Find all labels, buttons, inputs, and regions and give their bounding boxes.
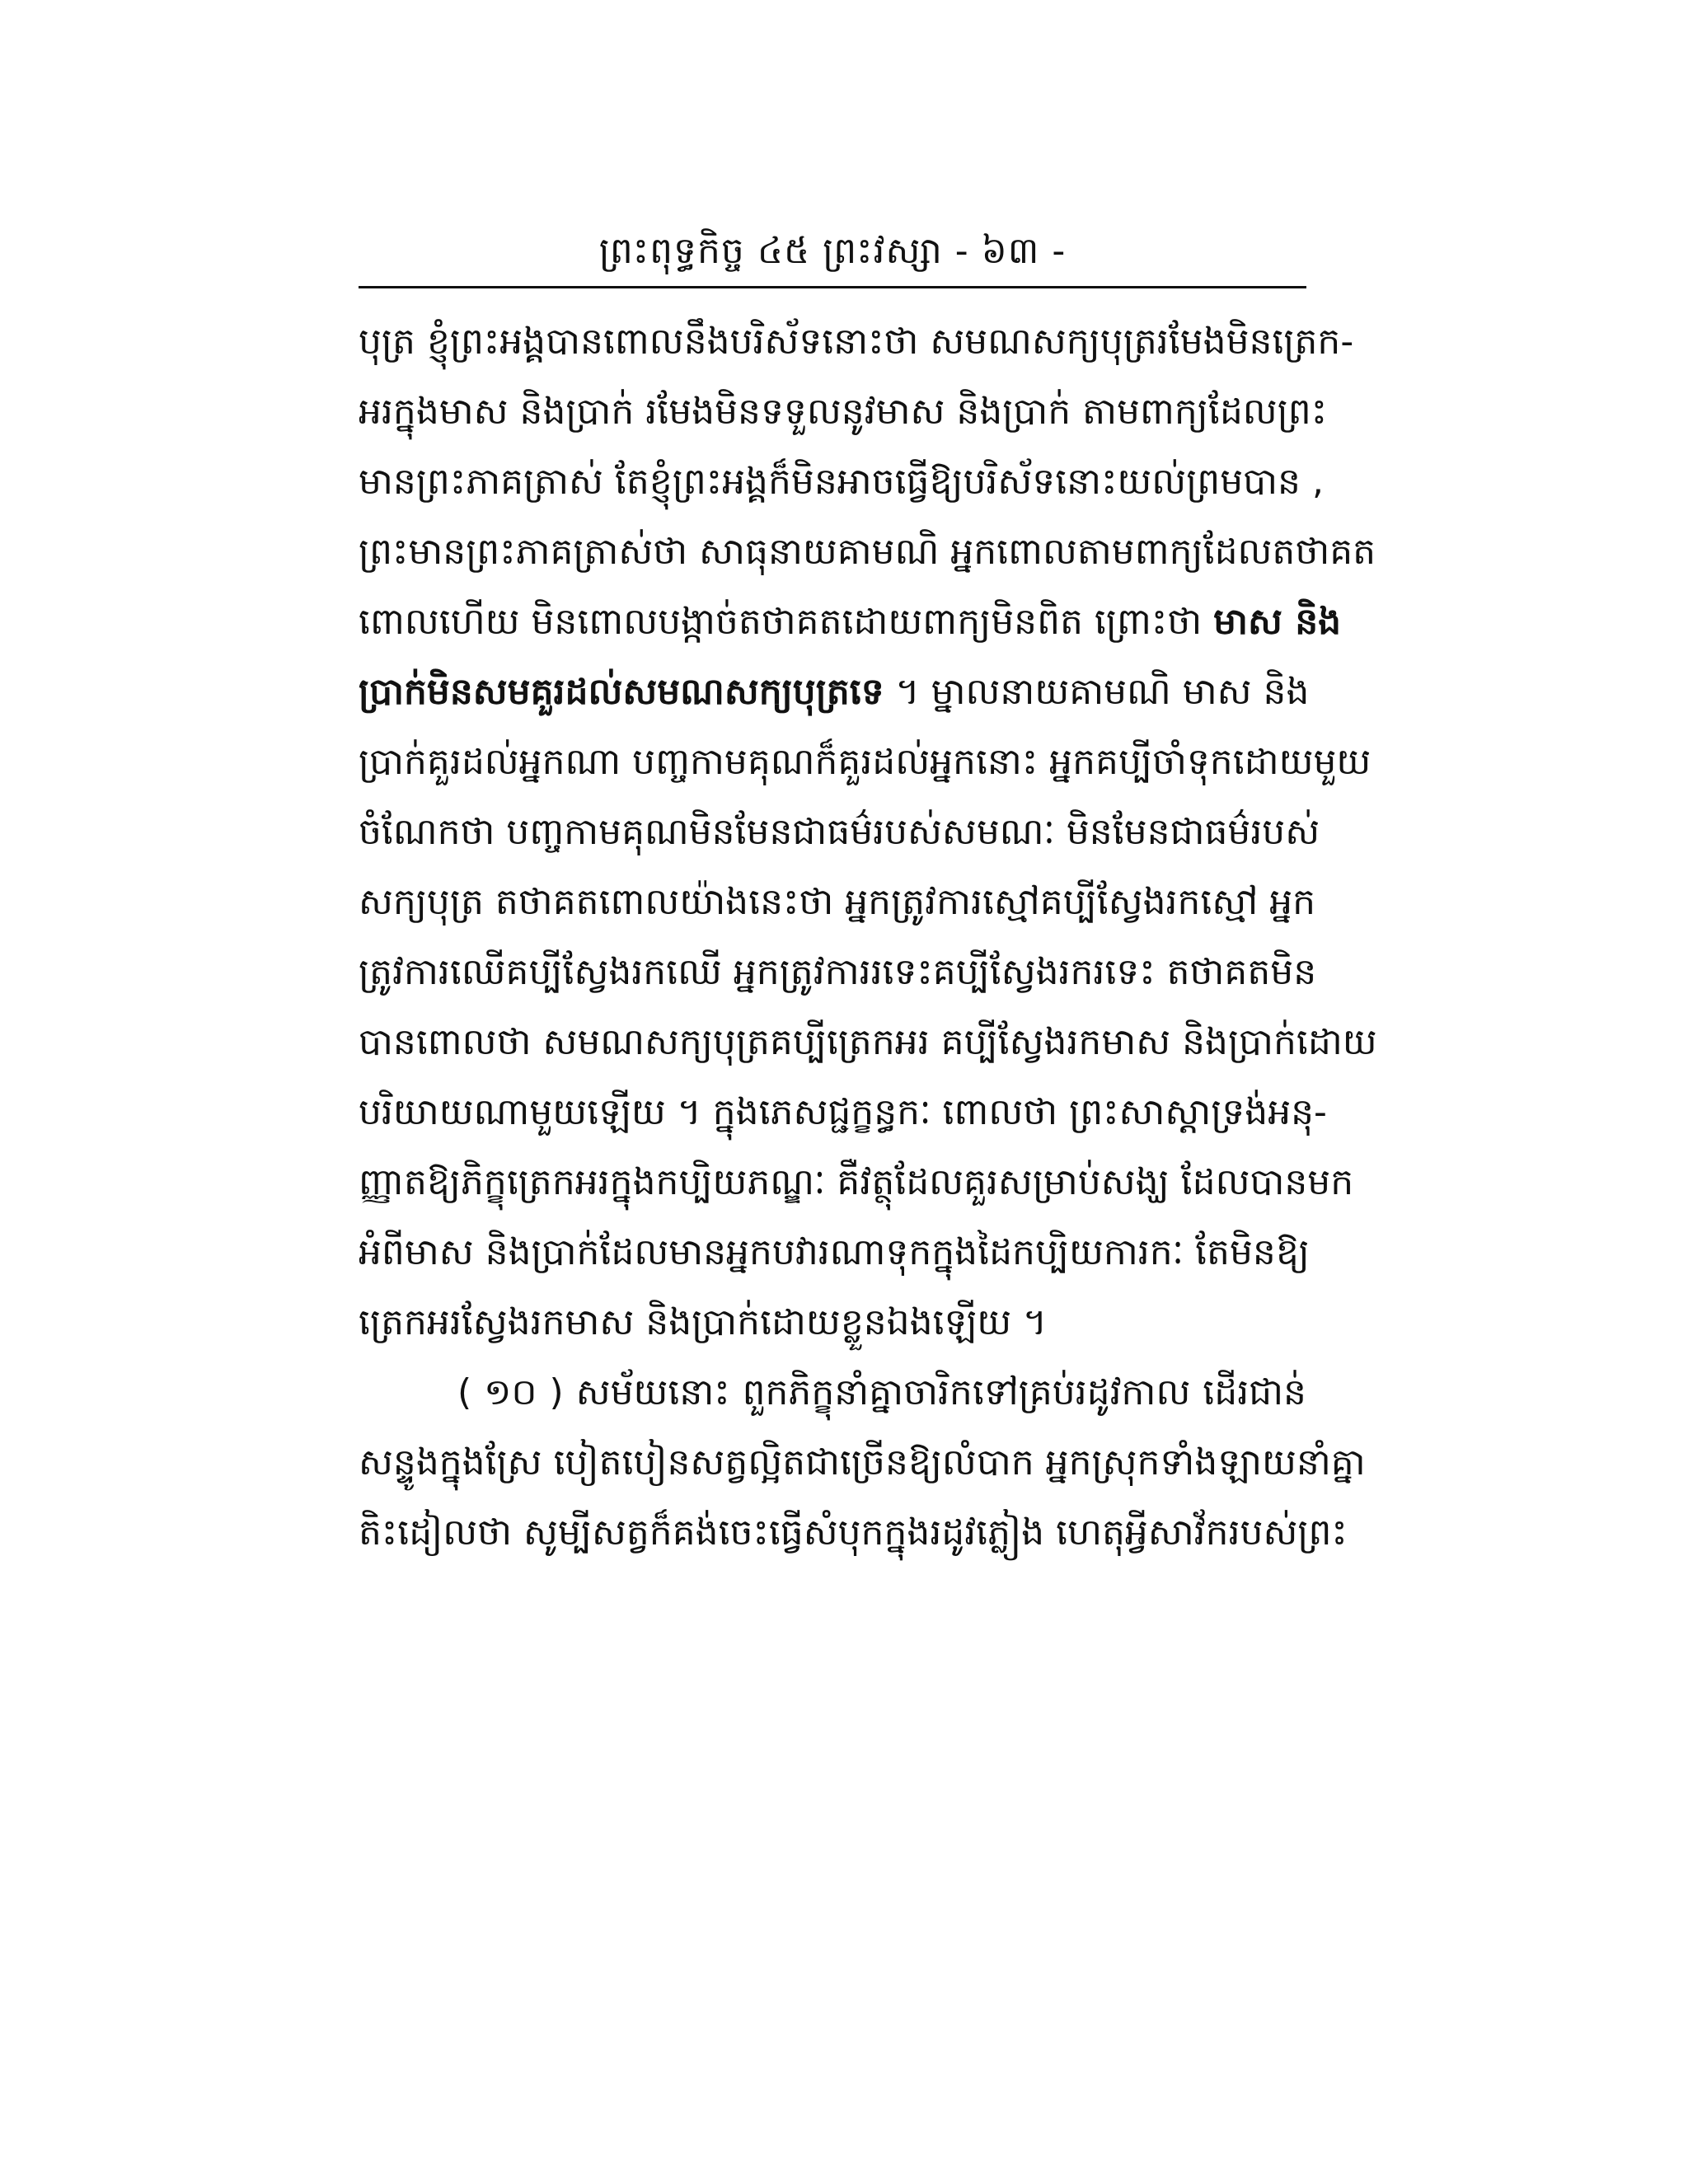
emphasis-text: ប្រាក់មិនសមគួរដល់សមណសក្យបុត្រទេ [359,671,884,713]
text-line: បរិយាយណាមួយឡើយ ។ ក្នុងភេសជ្ជក្ខន្ធកៈ ពោលថា ព្រះសាស្តាទ្រង់អនុ- [359,1091,1327,1133]
body-text [359,307,1377,1568]
text-line: ព្រះមានព្រះភាគត្រាស់ថា សាធុនាយគាមណិ អ្នកពោលតាមពាក្យដែលតថាគត [359,531,1376,573]
text-line: ត្រេកអរស្វែងរកមាស និងប្រាក់ដោយខ្លួនឯងឡើយ ។ [359,1301,1048,1343]
running-header: ព្រះពុទ្ធកិច្ច ៤៥ ព្រះវស្សា - ៦៣ - [598,230,1067,272]
text-line: តិះដៀលថា សូម្បីសត្វក៏គង់ចេះធ្វើសំបុកក្នុងរដូវភ្លៀង ហេតុអ្វីសាវ័ករបស់ព្រះ [359,1511,1348,1554]
text-line: សន្ទូងក្នុងស្រែ បៀតបៀនសត្វល្អិតជាច្រើនឱ្យលំបាក អ្នកស្រុកទាំងឡាយនាំគ្នា [359,1441,1366,1483]
emphasis-text: មាស និង [1213,601,1342,643]
text-line: មានព្រះភាគត្រាស់ តែខ្ញុំព្រះអង្គក៏មិនអាចធ្វើឱ្យបរិស័ទនោះយល់ព្រមបាន , [359,461,1324,503]
text-line: ត្រូវការឈើគប្បីស្វែងរកឈើ អ្នកត្រូវការរទេះគប្បីស្វែងរករទេះ តថាគតមិន [359,951,1317,993]
text-line: ប្រាក់គួរដល់អ្នកណា បញ្ចកាមគុណក៏គួរដល់អ្នកនោះ អ្នកគប្បីចាំទុកដោយមួយ [359,741,1372,783]
text-line: ពោលហើយ មិនពោលបង្កាច់តថាគតដោយពាក្យមិនពិត ព្រោះថា មាស និង [359,601,1342,643]
text-line: សក្យបុត្រ តថាគតពោលយ៉ាងនេះថា អ្នកត្រូវការស្មៅគប្បីស្វែងរកស្មៅ អ្នក [359,881,1316,923]
text-line: ប្រាក់មិនសមគួរដល់សមណសក្យបុត្រទេ ។ ម្នាលនាយគាមណិ មាស និង [359,671,1310,713]
text-line: ញ្ញាតឱ្យភិក្ខុត្រេកអរក្នុងកប្បិយភណ្ឌៈ គឺវត្ថុដែលគួរសម្រាប់សង្ឃ ដែលបានមក [359,1161,1354,1203]
text-line: អរក្នុងមាស និងប្រាក់ រមែងមិនទទួលនូវមាស និងប្រាក់ តាមពាក្យដែលព្រះ [359,391,1328,433]
text-line: ចំណែកថា បញ្ចកាមគុណមិនមែនជាធម៌របស់សមណៈ មិនមែនជាធម៌របស់ [359,811,1320,853]
text-line: អំពីមាស និងប្រាក់ដែលមានអ្នកបវារណាទុកក្នុងដៃកប្បិយការកៈ តែមិនឱ្យ [359,1231,1310,1273]
page-header [359,223,1306,288]
text-line: បានពោលថា សមណសក្យបុត្រគប្បីត្រេកអរ គប្បីស្វែងរកមាស និងប្រាក់ដោយ [359,1021,1377,1063]
text-line: បុត្រ ខ្ញុំព្រះអង្គបានពោលនឹងបរិស័ទនោះថា សមណសក្យបុត្ររមែងមិនត្រេក- [359,321,1354,363]
text-line: ( ១០ ) សម័យនោះ ពួកភិក្ខុនាំគ្នាចារិកទៅគ្រប់រដូវកាល ដើរជាន់ [457,1371,1306,1413]
